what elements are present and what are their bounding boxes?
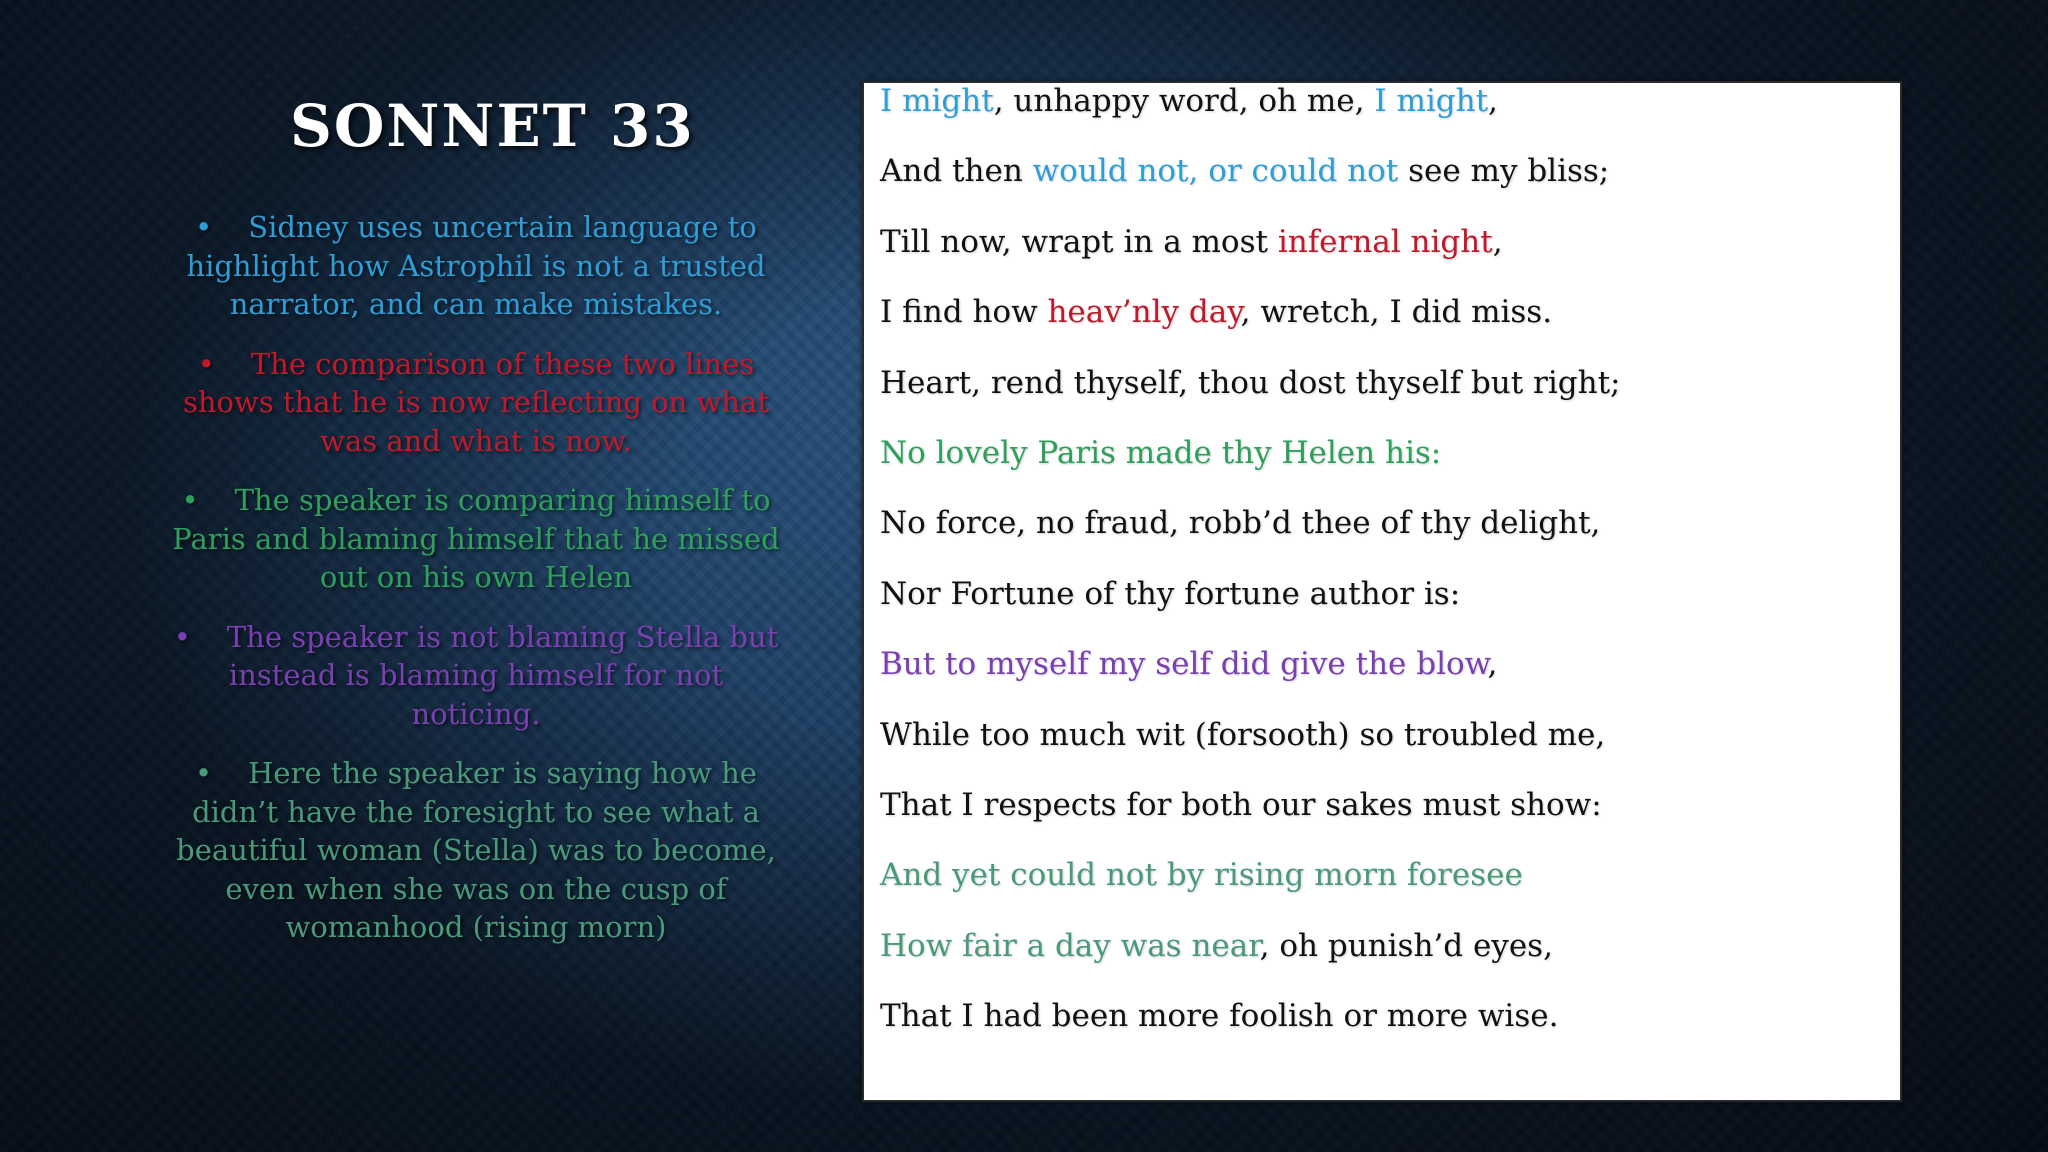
note-text: Sidney uses uncertain language to highlight how Astrophil is not a trusted narrator, and can make mistakes. (186, 210, 766, 321)
poem-line (880, 294, 1552, 330)
poem-segment: I might (1374, 83, 1489, 119)
poem-line (880, 435, 1441, 471)
poem-segment: That I had been more foolish or more wise. (880, 998, 1559, 1035)
poem-segment: , unhappy word, oh me, (993, 83, 1375, 119)
poem-line (880, 365, 1621, 401)
bullet-icon: • (173, 619, 191, 654)
poem-segment: How fair a day was near (880, 927, 1260, 964)
note-item (160, 754, 792, 947)
poem-line (880, 928, 1553, 964)
poem-line (880, 224, 1503, 260)
poem-segment: No force, no fraud, robb’d thee of thy delight, (880, 505, 1601, 542)
poem-segment: And then (880, 153, 1033, 190)
poem-segment: I find how (880, 294, 1048, 331)
poem-segment: would not, or could not (1032, 153, 1399, 190)
note-text: Here the speaker is saying how he didn’t have the foresight to see what a beautiful woman (Stella) was to become, even when she was on the cusp of womanhood (rising morn) (176, 756, 776, 944)
note-text: The speaker is not blaming Stella but instead is blaming himself for not noticing. (226, 619, 779, 731)
poem-segment: No lovely Paris made thy Helen his: (880, 435, 1442, 471)
poem-segment: , (1488, 83, 1498, 119)
poem-line (880, 83, 1498, 119)
poem-segment: But to myself my self did give the blow (880, 646, 1488, 683)
poem-line (880, 998, 1558, 1034)
poem-segment: , wretch, I did miss. (1240, 294, 1553, 331)
notes-list (160, 208, 792, 968)
poem-segment: , (1487, 646, 1498, 683)
poem-line (880, 787, 1602, 823)
note-item (160, 618, 792, 734)
poem-segment: While too much wit (forsooth) so troubled me, (880, 716, 1606, 753)
bullet-icon: • (195, 210, 213, 244)
poem-box (862, 81, 1902, 1102)
poem-line (880, 717, 1605, 753)
poem-segment: Till now, wrapt in a most (880, 223, 1278, 260)
poem-line (880, 576, 1460, 612)
note-item (160, 481, 792, 597)
note-item (160, 345, 792, 461)
bullet-icon: • (181, 483, 199, 517)
slide-title: SONNET 33 (290, 92, 695, 160)
bullet-icon: • (195, 756, 213, 790)
poem-segment: Nor Fortune of thy fortune author is: (880, 575, 1461, 612)
poem-line (880, 505, 1600, 541)
poem-segment: , (1492, 223, 1503, 260)
poem-segment: infernal night (1277, 223, 1493, 260)
note-text: The speaker is comparing himself to Paris and blaming himself that he missed out on his own Helen (172, 483, 780, 594)
poem-line (880, 153, 1609, 189)
poem-segment: That I respects for both our sakes must show: (880, 787, 1602, 823)
poem-segment: heav’nly day (1047, 294, 1241, 331)
poem-segment: I might (880, 83, 994, 119)
poem-line (880, 646, 1497, 682)
poem-line (880, 857, 1523, 893)
note-text: The comparison of these two lines shows that he is now reflecting on what was and what is now. (182, 346, 769, 458)
poem-segment: And yet could not by rising morn foresee (880, 857, 1523, 894)
poem-segment: Heart, rend thyself, thou dost thyself but right; (880, 364, 1621, 401)
poem-segment: , oh punish’d eyes, (1259, 927, 1553, 964)
note-item (160, 208, 792, 324)
bullet-icon: • (197, 346, 215, 381)
poem-segment: see my bliss; (1398, 153, 1610, 190)
